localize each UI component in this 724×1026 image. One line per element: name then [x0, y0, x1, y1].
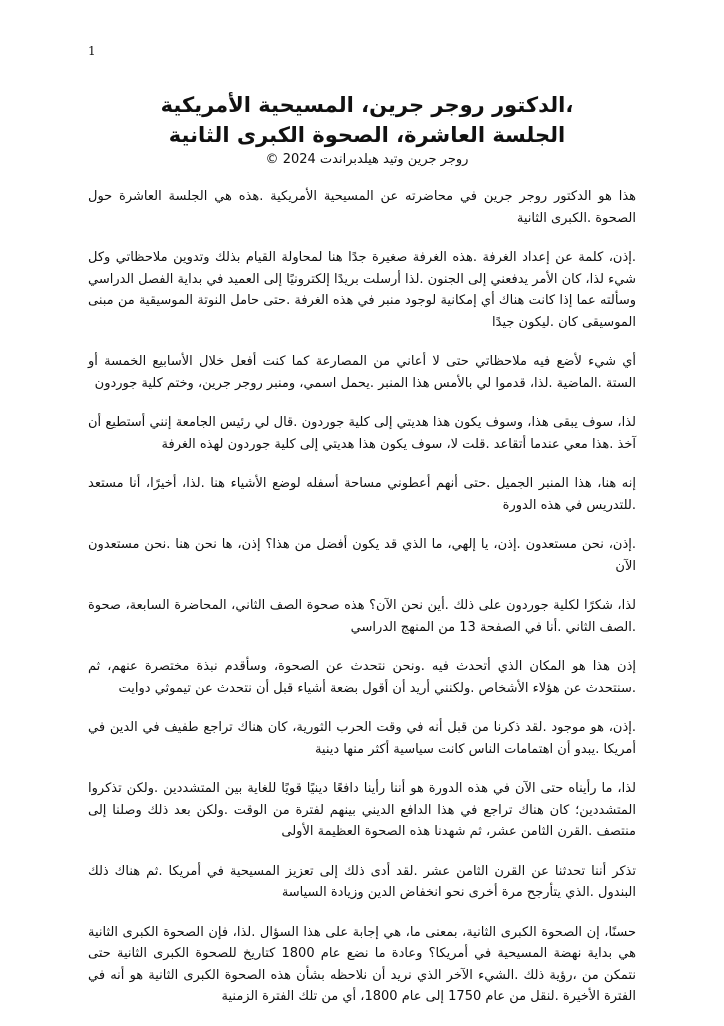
paragraph: أي شيء لأضع فيه ملاحظاتي حتى لا أعاني من المصارعة كما كنت أفعل خلال الأسابيع الخمسة أو الستة .الماضية .لذا، قدموا لي بالأمس هذا المنبر .يحمل اسمي، ومنبر روجر جرين، وختم كلية جوردون — [88, 354, 636, 391]
paragraph: .إذن، هو موجود .لقد ذكرنا من قبل أنه في وقت الحرب الثورية، كان هناك تراجع طفيف في الدين في أمريكا .يبدو أن اهتمامات الناس كانت سياسية أكثر منها دينية — [88, 720, 636, 757]
paragraph: لذا، شكرًا لكلية جوردون على ذلك .أين نحن الآن؟ هذه صحوة الصف الثاني، المحاضرة السابعة، صحوة .الصف الثاني .أنا في الصفحة 13 من المنهج الدراسي — [88, 598, 636, 635]
document-body — [88, 186, 636, 1026]
paragraph: حسنًا، إن الصحوة الكبرى الثانية، بمعنى ما، هي إجابة على هذا السؤال .لذا، فإن الصحوة الكبرى الثانية هي بداية نهضة المسيحية في أمريكا؟ وعادة ما نضع عام 1800 كتاريخ للصحوة الكبرى الثانية حتى نتمكن من ،رؤية ذلك .الشيء الآخر الذي نريد أن نلاحظه بشأن هذه الصحوة الكبرى الثانية هو أنه في الفترة الأخيرة .لنقل من عام 1750 إلى عام 1800، أي من تلك الفترة الزمنية — [88, 924, 636, 1004]
paragraph: تذكر أننا تحدثنا عن القرن الثامن عشر .لقد أدى ذلك إلى تعزيز المسيحية في أمريكا .ثم هناك ذلك البندول .الذي يتأرجح مرة أخرى نحو انخفاض الدين وزيادة السياسة — [88, 863, 636, 900]
paragraph: إذن هذا هو المكان الذي أتحدث فيه .ونحن نتحدث عن الصحوة، وسأقدم نبذة مختصرة عنهم، ثم .سنتحدث عن هؤلاء الأشخاص .ولكنني أريد أن أقول بضعة أشياء قبل أن نتحدث عن تيموثي دوايت — [88, 659, 636, 696]
paragraph: هذا هو الدكتور روجر جرين في محاضرته عن المسيحية الأمريكية .هذه هي الجلسة العاشرة حول الصحوة .الكبرى الثانية — [88, 189, 636, 226]
title-line-1: ،الدكتور روجر جرين، المسيحية الأمريكية — [160, 93, 574, 117]
paragraph: لذا، ما رأيناه حتى الآن في هذه الدورة هو أننا رأينا دافعًا دينيًا قويًا للغاية بين المتشددين .ولكن تذكروا المتشددين؛ كان هناك تراجع في هذا الدافع الديني بينهم لفترة من الوقت .ولكن بعد ذلك وصلنا إلى منتصف .القرن الثامن عشر، ثم شهدنا هذه الصحوة العظيمة الأولى — [88, 781, 636, 839]
title-line-2: الجلسة العاشرة، الصحوة الكبرى الثانية — [168, 123, 566, 147]
copyright-line: روجر جرين وتيد هيلدبراندت 2024 © — [265, 152, 469, 167]
title-block — [120, 90, 614, 167]
paragraph: إنه هنا، هذا المنبر الجميل .حتى أنهم أعطوني مساحة أسفله لوضع الأشياء هنا .لذا، أخيرًا، أنا مستعد .للتدريس في هذه الدورة — [88, 476, 636, 513]
paragraph: لذا، سوف يبقى هذا، وسوف يكون هذا هديتي إلى كلية جوردون .قال لي رئيس الجامعة إنني أستطيع أن آخذ .هذا معي عندما أتقاعد .قلت لا، سوف يكون هذا هديتي إلى كلية جوردون لهذه الغرفة — [88, 415, 636, 452]
paragraph: .إذن، نحن مستعدون .إذن، يا إلهي، ما الذي قد يكون أفضل من هذا؟ إذن، ها نحن هنا .نحن مستعدون الآن — [88, 537, 636, 574]
paragraph: .إذن، كلمة عن إعداد الغرفة .هذه الغرفة صغيرة جدًا هنا لمحاولة القيام بذلك وتدوين ملاحظاتي وكل شيء لذا، كان الأمر يدفعني إلى الجنون .لذا أرسلت بريدًا إلكترونيًا إلى العميد في بداية الفصل الدراسي وسألته عما إذا كانت هناك أي إمكانية لوجود منبر في هذه الغرفة .حتى حامل النوتة الموسيقية من مبنى الموسيقى كان .ليكون جيدًا — [88, 250, 636, 330]
page-number: 1 — [88, 44, 96, 58]
